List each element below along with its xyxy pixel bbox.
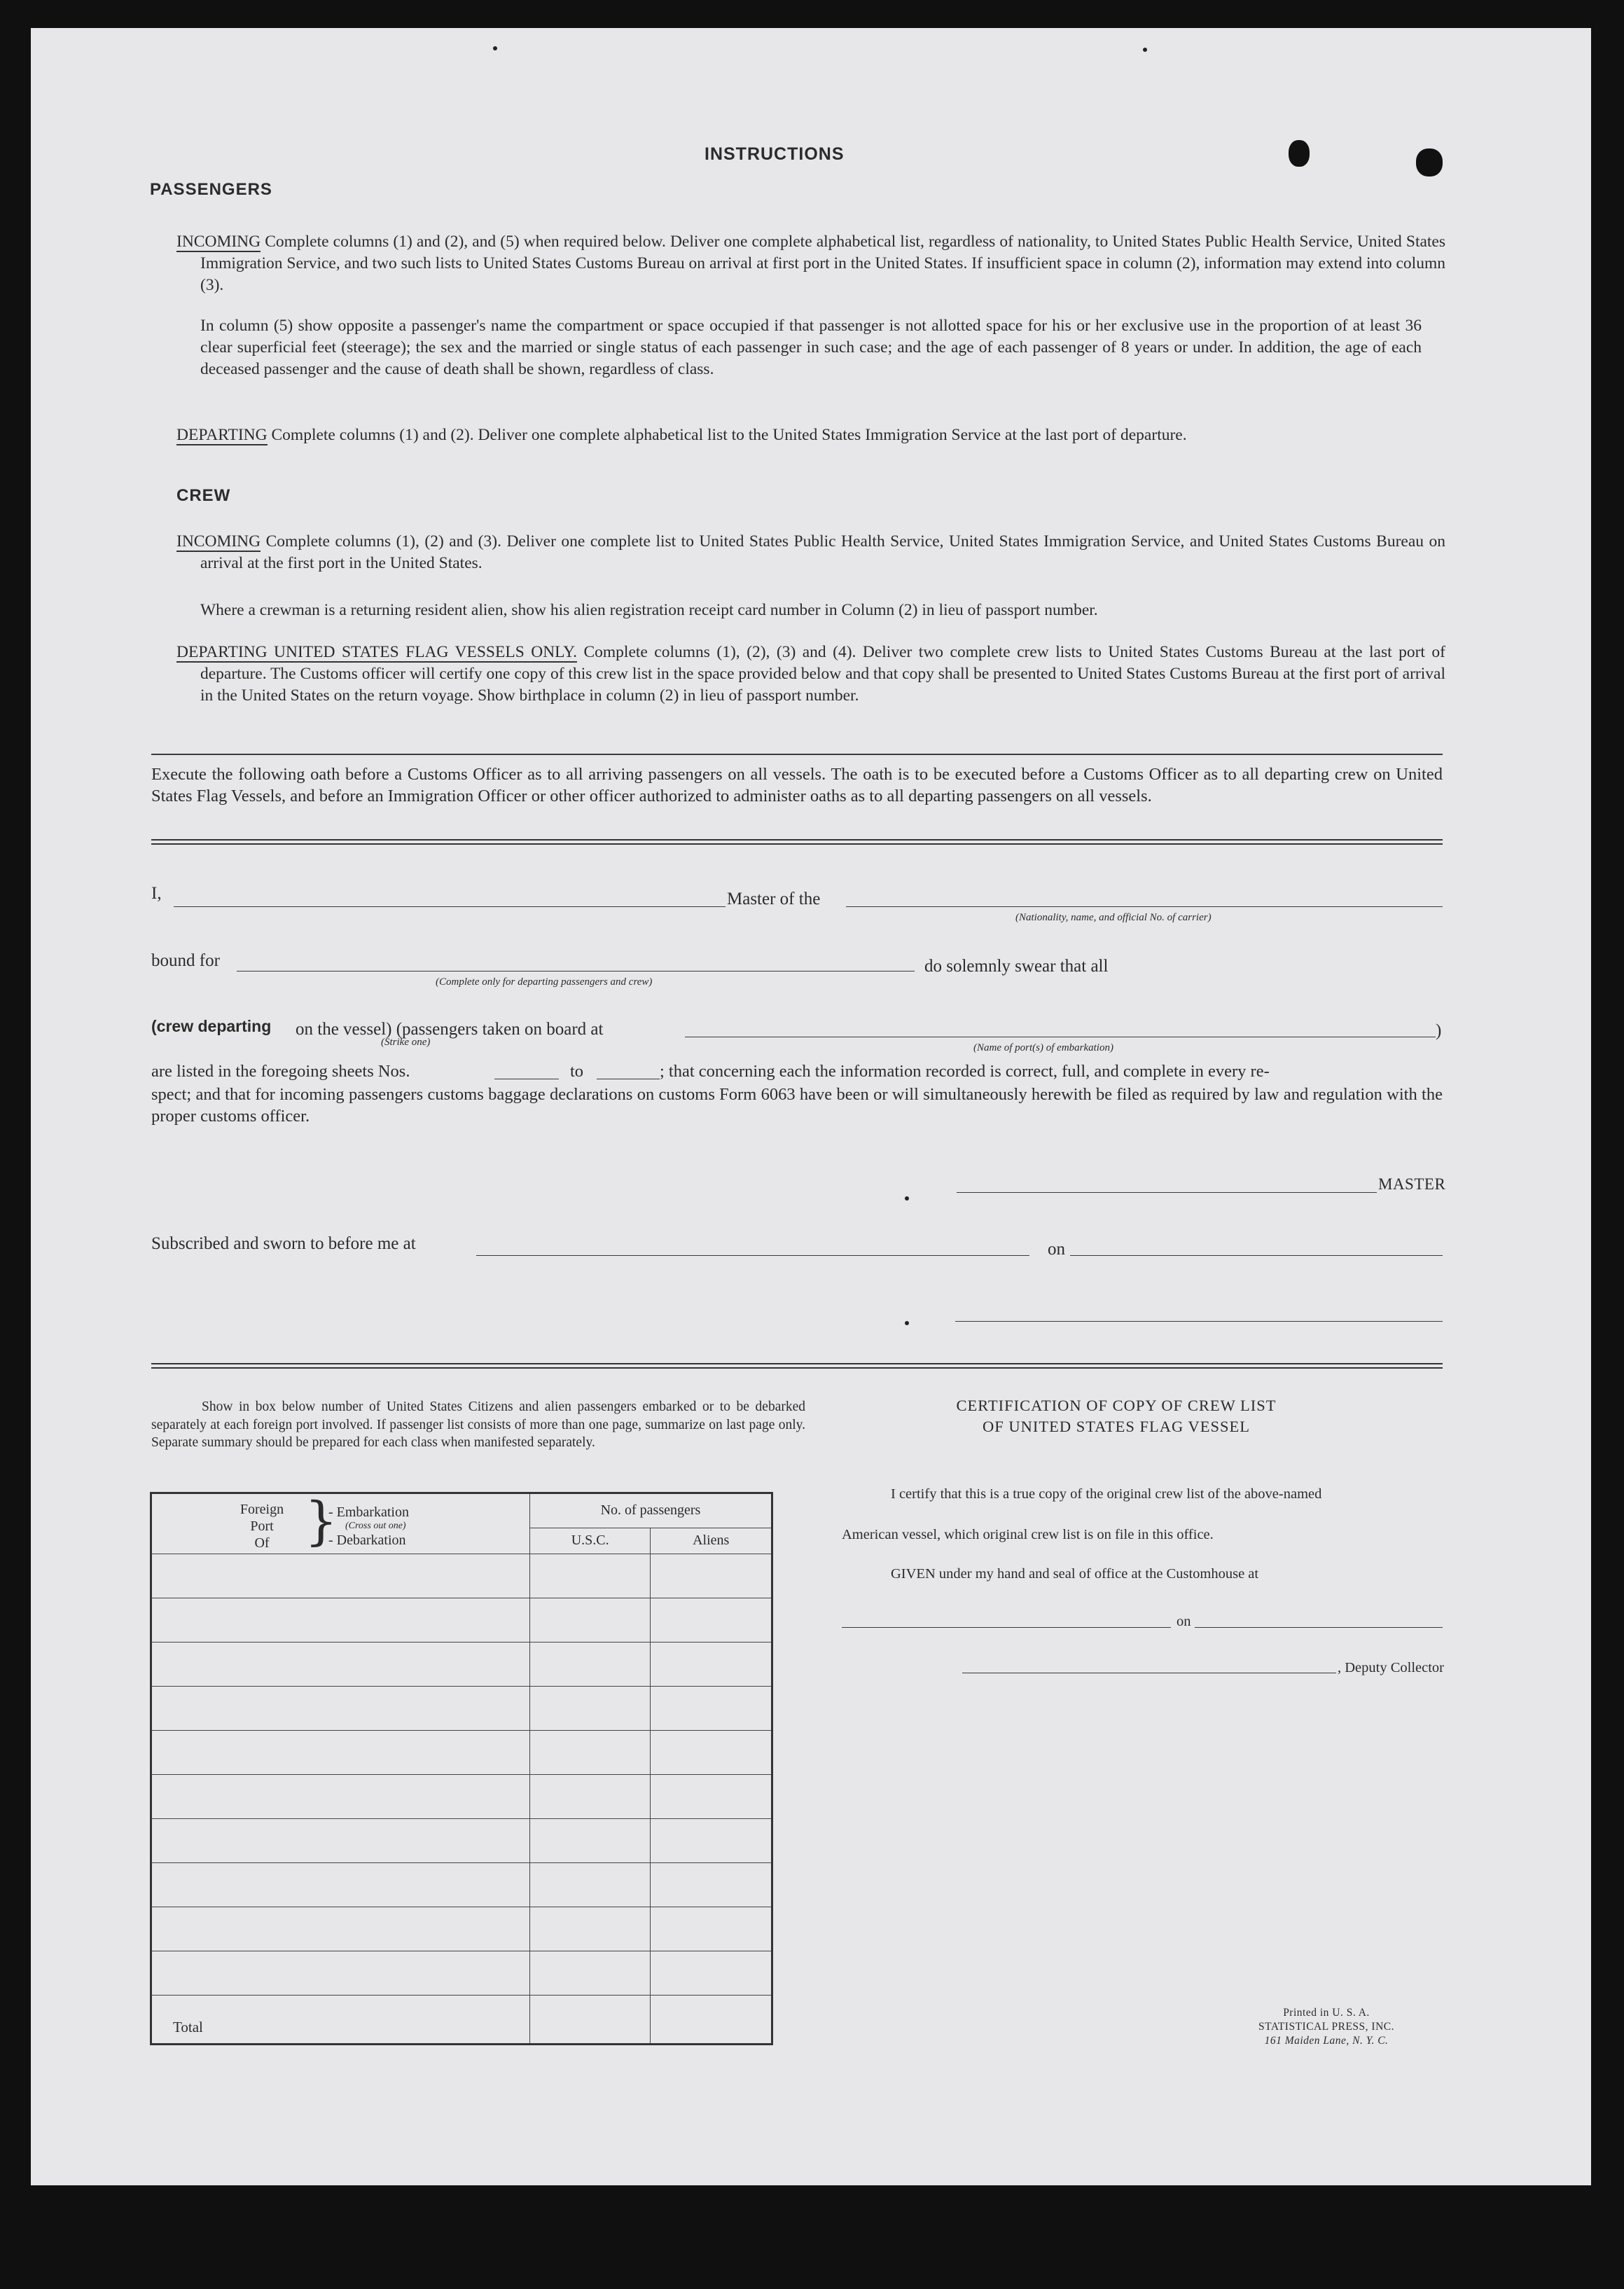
section-divider-double [151,1363,1443,1369]
usc-cell[interactable] [529,1951,651,1995]
aliens-cell[interactable] [651,1598,772,1642]
total-row [151,1995,772,2044]
master-label: MASTER [1378,1175,1446,1193]
crew-title: CREW [176,486,231,505]
crew-incoming-text: Complete columns (1), (2) and (3). Deliver one complete list to United States Public Health Service, United States Immigration Service, and United States Customs Bureau on arrival at the first port in the United States. [200,532,1445,572]
total-usc-cell[interactable] [529,1995,651,2044]
usc-cell[interactable] [529,1862,651,1907]
port-cell[interactable] [151,1642,530,1686]
customhouse-field[interactable] [842,1627,1171,1628]
brace: } [305,1491,338,1551]
oath-i-label: I, [151,884,162,903]
usc-cell[interactable] [529,1642,651,1686]
passenger-summary-table [150,1492,773,2045]
aliens-cell[interactable] [651,1642,772,1686]
aliens-cell[interactable] [651,1554,772,1598]
crew-incoming-paragraph [176,531,1445,574]
ink-speck [905,1196,909,1201]
aliens-cell[interactable] [651,1951,772,1995]
printer-imprint [1179,2006,1473,2048]
aliens-cell[interactable] [651,1774,772,1818]
port-cell[interactable] [151,1862,530,1907]
table-row [151,1686,772,1730]
crew-crewman-text: Where a crewman is a returning resident alien, show his alien registration receipt card number in Column (2) in lieu of passport number. [200,601,1098,619]
certify-line1: I certify that this is a true copy of the original crew list of the above-named [891,1486,1322,1502]
aliens-cell[interactable] [651,1907,772,1951]
printer-line1: Printed in U. S. A. [1283,2007,1370,2019]
swear-text: do solemnly swear that all [924,957,1109,976]
ink-blot [1289,140,1310,167]
debarkation-option[interactable]: - Debarkation [328,1533,406,1548]
listed-text-a: are listed in the foregoing sheets Nos. [151,1062,410,1081]
printer-line2: STATISTICAL PRESS, INC. [1258,2021,1394,2033]
subscribed-label: Subscribed and sworn to before me at [151,1234,416,1253]
carrier-field[interactable] [846,906,1443,907]
port-label: Port [250,1519,274,1534]
printer-line3: 161 Maiden Lane, N. Y. C. [1264,2035,1389,2047]
ink-speck [493,46,497,50]
master-of-the-label: Master of the [727,890,821,908]
listed-to: to [570,1062,584,1081]
table-row [151,1730,772,1774]
subscribed-date-field[interactable] [1070,1255,1443,1256]
subscribed-on-label: on [1048,1240,1065,1259]
passengers-departing-text: Complete columns (1) and (2). Deliver one complete alphabetical list to the United States Immigration Service at the last port of departure. [271,426,1187,444]
port-cell[interactable] [151,1598,530,1642]
certify-line2: American vessel, which original crew list is on file in this office. [842,1527,1214,1542]
port-cell[interactable] [151,1818,530,1862]
usc-cell[interactable] [529,1907,651,1951]
table-row [151,1951,772,1995]
section-divider [151,754,1443,755]
no-of-passengers-header: No. of passengers [529,1493,772,1528]
total-label: Total [151,1995,530,2044]
port-cell[interactable] [151,1774,530,1818]
aliens-cell[interactable] [651,1818,772,1862]
passengers-departing-label: DEPARTING [176,426,268,444]
deputy-collector-label: , Deputy Collector [1338,1660,1445,1675]
crew-departing-option[interactable]: (crew departing [151,1017,272,1035]
close-paren: ) [1436,1021,1442,1040]
master-name-field[interactable] [174,906,726,907]
table-row [151,1818,772,1862]
aliens-cell[interactable] [651,1686,772,1730]
passengers-incoming-text: Complete columns (1) and (2), and (5) when required below. Deliver one complete alphabetical list, regardless of nationality, to United States Public Health Service, United States Immigration Service, and two such lists to United States Customs Bureau on arrival at first port in the United States. If insufficient space in column (2), information may extend into column (3). [200,233,1446,294]
usc-cell[interactable] [529,1774,651,1818]
table-row [151,1862,772,1907]
crew-departing-text: Complete columns (1), (2), (3) and (4). Deliver two complete crew lists to United States Customs Bureau at the last port of departure. The Customs officer will certify one copy of this crew list in the space provided below and that copy shall be presented to United States Customs Bureau at the first port of arrival in the United States on the return voyage. Show birthplace in column (2) in lieu of passport number. [200,643,1445,705]
passengers-option[interactable]: on the vessel) (passengers taken on board at [296,1020,604,1039]
ink-blot [1416,148,1443,177]
listed-text-b: ; that concerning each the information recorded is correct, full, and complete in every re- [660,1062,1270,1081]
passengers-incoming-paragraph [176,231,1445,296]
table-row [151,1598,772,1642]
certification-on-label: on [1177,1614,1191,1629]
port-cell[interactable] [151,1951,530,1995]
port-cell[interactable] [151,1554,530,1598]
passengers-column5-text: In column (5) show opposite a passenger's name the compartment or space occupied if that passenger is not allotted space for his or her exclusive use in the proportion of at least 36 clear superficial feet (steerage); the sex and the married or single status of each passenger in such case; and the age of each passenger of 8 years or under. In addition, the age of each deceased passenger and the cause of death shall be shown, regardless of class. [200,317,1422,378]
instructions-heading: INSTRUCTIONS [705,144,845,164]
departing-hint: (Complete only for departing passengers and crew) [436,976,653,988]
port-cell[interactable] [151,1686,530,1730]
usc-cell[interactable] [529,1554,651,1598]
certification-title-line2: OF UNITED STATES FLAG VESSEL [982,1418,1251,1435]
table-row [151,1907,772,1951]
usc-cell[interactable] [529,1730,651,1774]
port-cell[interactable] [151,1730,530,1774]
usc-cell[interactable] [529,1598,651,1642]
subscribed-place-field[interactable] [476,1255,1029,1256]
certification-title-line1: CERTIFICATION OF COPY OF CREW LIST [956,1397,1277,1414]
bound-for-label: bound for [151,951,220,970]
listed-text-rest: spect; and that for incoming passengers customs baggage declarations on customs Form 6063 have been or will simultaneously herewith be filed as required by law and regulation with the proper customs officer. [151,1085,1443,1126]
table-row [151,1642,772,1686]
foreign-port-header [151,1493,530,1554]
port-cell[interactable] [151,1907,530,1951]
strike-one-hint: (Strike one) [381,1037,431,1048]
usc-cell[interactable] [529,1818,651,1862]
nationality-hint: (Nationality, name, and official No. of carrier) [1015,912,1212,923]
crew-incoming-label: INCOMING [176,532,261,551]
aliens-cell[interactable] [651,1730,772,1774]
section-divider-double [151,839,1443,845]
ink-speck [1143,48,1147,52]
of-label: Of [254,1535,270,1551]
table-row [151,1554,772,1598]
aliens-header: Aliens [651,1528,772,1554]
certification-date-field[interactable] [1195,1627,1443,1628]
certification-title [871,1395,1361,1437]
cross-out-hint: (Cross out one) [345,1521,406,1531]
passengers-title: PASSENGERS [150,180,272,199]
foreign-label: Foreign [240,1502,284,1517]
officer-signature-field[interactable] [955,1321,1443,1322]
table-row [151,1774,772,1818]
usc-cell[interactable] [529,1686,651,1730]
embarkation-option[interactable]: - Embarkation [328,1505,409,1520]
usc-header: U.S.C. [529,1528,651,1554]
crew-departing-label: DEPARTING UNITED STATES FLAG VESSELS ONLY. [176,643,577,661]
aliens-cell[interactable] [651,1862,772,1907]
summary-instructions: Show in box below number of United States Citizens and alien passengers embarked or to be debarked separately at each foreign port involved. If passenger list consists of more than one page, summarize on last page only. Separate summary should be prepared for each class when manifested separately. [151,1399,805,1450]
given-text: GIVEN under my hand and seal of office at the Customhouse at [891,1566,1259,1582]
form-page [31,28,1591,2185]
port-hint: (Name of port(s) of embarkation) [973,1042,1113,1053]
passengers-departing-paragraph [176,424,1445,446]
total-aliens-cell[interactable] [651,1995,772,2044]
master-signature-field[interactable] [957,1192,1377,1193]
crew-departing-paragraph [176,642,1445,707]
oath-intro: Execute the following oath before a Customs Officer as to all arriving passengers on all vessels. The oath is to be executed before a Customs Officer as to all departing crew on United States Flag Vessels, and before an Immigration Officer or other officer authorized to administer oaths as to all departing passengers on all vessels. [151,765,1443,805]
passengers-incoming-label: INCOMING [176,233,261,251]
ink-speck [905,1321,909,1325]
